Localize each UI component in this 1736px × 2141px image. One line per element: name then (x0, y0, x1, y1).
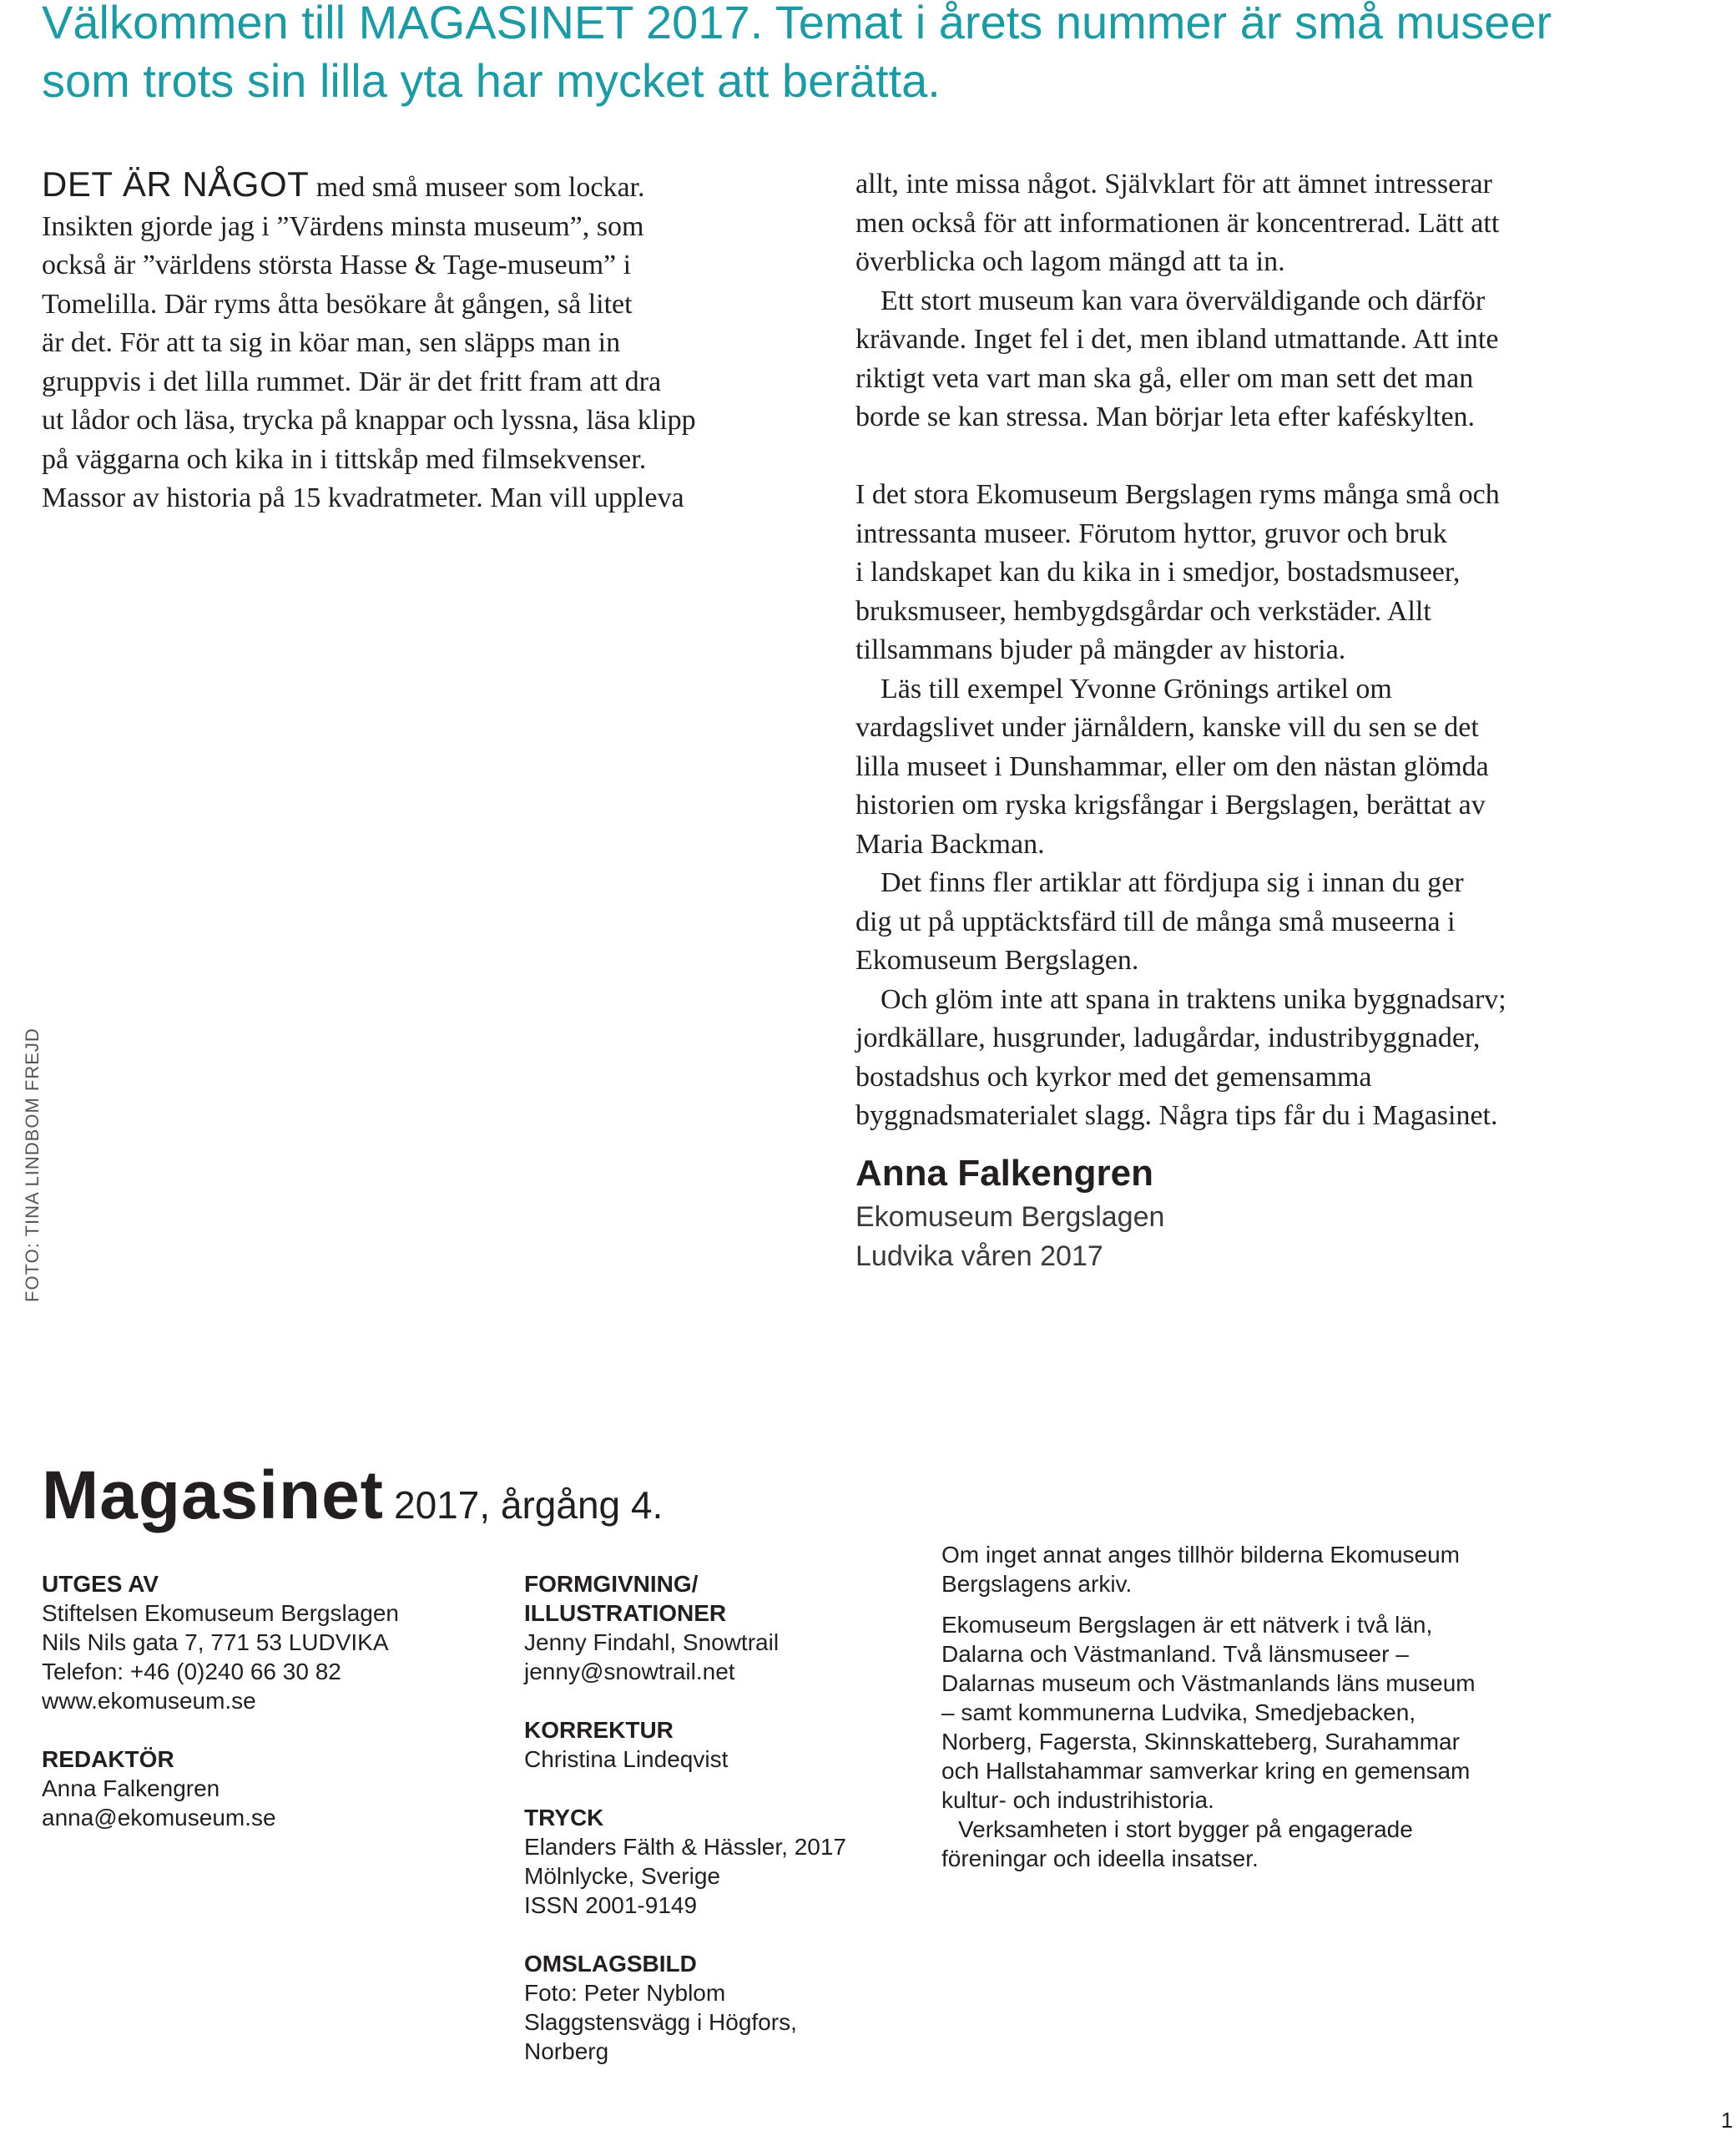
article-line: intressanta museer. Förutom hyttor, gruvor och bruk (855, 518, 1447, 549)
about-line: Norberg, Fagersta, Skinnskatteberg, Surahammar (941, 1729, 1460, 1755)
colophon-heading: ILLUSTRATIONER (524, 1600, 727, 1626)
colophon-print (524, 1803, 916, 1920)
colophon-heading: TRYCK (524, 1805, 604, 1830)
colophon-line: Stiftelsen Ekomuseum Bergslagen (42, 1600, 399, 1626)
intro-line: Välkommen till MAGASINET 2017. Temat i årets nummer är små museer (42, 0, 1552, 48)
signature-org: Ekomuseum Bergslagen (855, 1200, 1165, 1233)
article-line: på väggarna och kika in i tittskåp med filmsekvenser. (42, 443, 647, 475)
article-line: bruksmuseer, hembygdsgårdar och verkstäder. Allt (855, 595, 1431, 627)
designer-email-link[interactable]: jenny@snowtrail.net (524, 1659, 735, 1684)
about-line: Ekomuseum Bergslagen är ett nätverk i två län, (941, 1612, 1433, 1638)
signature (855, 1149, 1673, 1276)
colophon-column-3 (941, 1540, 1626, 1873)
colophon-line: Mölnlycke, Sverige (524, 1863, 720, 1889)
colophon-design (524, 1569, 916, 1686)
about-paragraph (941, 1815, 1626, 1873)
article-line: ut lådor och läsa, trycka på knappar och lyssna, läsa klipp (42, 405, 696, 436)
colophon-proofreading (524, 1715, 916, 1774)
about-paragraph (941, 1610, 1626, 1815)
article-line: Det finns fler artiklar att fördjupa sig i innan du ger (881, 867, 1464, 898)
article-line: Ekomuseum Bergslagen. (855, 945, 1139, 976)
article-line: är det. För att ta sig in köar man, sen släpps man in (42, 327, 621, 358)
article-first-line (42, 165, 810, 208)
about-line: och Hallstahammar samverkar kring en gemensam (941, 1758, 1471, 1784)
article-line: Läs till exempel Yvonne Grönings artikel om (881, 673, 1392, 704)
article-line: men också för att informationen är koncentrerad. Lätt att (855, 207, 1500, 239)
article-line: Ett stort museum kan vara överväldigande och därför (881, 285, 1486, 316)
colophon-line: Nils Nils gata 7, 771 53 LUDVIKA (42, 1629, 389, 1655)
article-paragraph (855, 282, 1673, 437)
colophon-column-1 (42, 1569, 509, 1832)
masthead (42, 1457, 663, 1535)
article-line: byggnadsmaterialet slagg. Några tips får du i Magasinet. (855, 1100, 1498, 1131)
about-line: Verksamheten i stort bygger på engagerade (958, 1816, 1413, 1842)
article-line: tillsammans bjuder på mängder av historia. (855, 634, 1346, 665)
article-line: överblicka och lagom mängd att ta in. (855, 246, 1285, 277)
colophon-line: Foto: Peter Nyblom (524, 1980, 726, 2006)
about-line: kultur- och industrihistoria. (941, 1787, 1214, 1813)
article-line: Och glöm inte att spana in traktens unika byggnadsarv; (881, 983, 1506, 1015)
article-line: Tomelilla. Där ryms åtta besökare åt gången, så litet (42, 288, 633, 320)
editor-email-link[interactable]: anna@ekomuseum.se (42, 1805, 276, 1830)
about-line: Dalarnas museum och Västmanlands läns museum (941, 1670, 1476, 1696)
article-paragraph (855, 864, 1673, 981)
colophon-line: Jenny Findahl, Snowtrail (524, 1629, 780, 1655)
colophon-line: ISSN 2001-9149 (524, 1892, 698, 1918)
about-line: föreningar och ideella insatser. (941, 1846, 1259, 1871)
article-line: i landskapet kan du kika in i smedjor, bostadsmuseer, (855, 557, 1461, 588)
colophon-cover (524, 1949, 916, 2066)
article-left-column (42, 165, 810, 518)
colophon-line: Anna Falkengren (42, 1775, 220, 1801)
article-paragraph (855, 165, 1673, 282)
article-line: borde se kan stressa. Man börjar leta efter kaféskylten. (855, 401, 1476, 432)
article-line: med små museer som lockar. (309, 172, 645, 203)
colophon-heading: OMSLAGSBILD (524, 1951, 697, 1977)
signature-place-date: Ludvika våren 2017 (855, 1240, 1103, 1272)
colophon-line: Christina Lindeqvist (524, 1746, 729, 1772)
masthead-subtitle: 2017, årgång 4. (394, 1483, 664, 1527)
colophon-line: Slaggstensvägg i Högfors, (524, 2009, 797, 2035)
about-line: Bergslagens arkiv. (941, 1571, 1133, 1597)
page-number: 1 (1721, 2108, 1733, 2133)
article-line: allt, inte missa något. Självklart för att ämnet intresserar (855, 169, 1492, 199)
intro-line: som trots sin lilla yta har mycket att berätta. (42, 54, 941, 107)
photo-credit: FOTO: TINA LINDBOM FREJD (22, 1028, 43, 1302)
article-line: Maria Backman. (855, 828, 1045, 860)
article-paragraph (855, 981, 1673, 1136)
article-line: lilla museet i Dunshammar, eller om den nästan glömda (855, 750, 1489, 782)
colophon-line: Norberg (524, 2038, 609, 2064)
article-line: I det stora Ekomuseum Bergslagen ryms många små och (855, 479, 1500, 510)
article-paragraph (855, 476, 1673, 670)
article-line: jordkällare, husgrunder, ladugårdar, industribyggnader, (855, 1023, 1481, 1053)
article-line: vardagslivet under järnåldern, kanske vill du sen se det (855, 712, 1479, 743)
colophon-line: Telefon: +46 (0)240 66 30 82 (42, 1659, 341, 1684)
article-line: dig ut på upptäcktsfärd till de många små museerna i (855, 906, 1456, 937)
colophon-heading: REDAKTÖR (42, 1746, 174, 1772)
colophon-line: Elanders Fälth & Hässler, 2017 (524, 1834, 846, 1860)
colophon-heading: UTGES AV (42, 1571, 159, 1597)
article-line: historien om ryska krigsfångar i Bergslagen, berättat av (855, 790, 1486, 821)
article-right-column (855, 165, 1673, 1276)
article-line: riktigt veta vart man ska gå, eller om man sett det man (855, 362, 1474, 394)
article-line: också är ”världens största Hasse & Tage-museum” i (42, 250, 632, 280)
about-line: Dalarna och Västmanland. Två länsmuseer – (941, 1641, 1409, 1667)
colophon-heading: FORMGIVNING/ (524, 1571, 699, 1597)
about-paragraph (941, 1540, 1626, 1598)
article-line: bostadshus och kyrkor med det gemensamma (855, 1061, 1372, 1093)
website-link[interactable]: www.ekomuseum.se (42, 1688, 256, 1714)
article-line: Massor av historia på 15 kvadratmeter. Man vill uppleva (42, 482, 684, 513)
colophon-column-2 (524, 1569, 916, 2066)
about-line: – samt kommunerna Ludvika, Smedjebacken, (941, 1699, 1416, 1725)
about-line: Om inget annat anges tillhör bilderna Ekomuseum (941, 1542, 1461, 1568)
article-line: Insikten gjorde jag i ”Värdens minsta museum”, som (42, 210, 644, 242)
intro-heading (42, 0, 1628, 110)
masthead-title: Magasinet (42, 1457, 384, 1533)
article-lead: DET ÄR NÅGOT (42, 164, 310, 204)
colophon-publisher (42, 1569, 509, 1715)
article-line: gruppvis i det lilla rummet. Där är det fritt fram att dra (42, 366, 662, 397)
colophon-heading: KORREKTUR (524, 1717, 674, 1743)
paragraph-gap (855, 437, 1673, 477)
colophon-editor (42, 1745, 509, 1832)
article-line: krävande. Inget fel i det, men ibland utmattande. Att inte (855, 324, 1499, 355)
signature-name: Anna Falkengren (855, 1152, 1153, 1194)
article-paragraph (855, 670, 1673, 865)
